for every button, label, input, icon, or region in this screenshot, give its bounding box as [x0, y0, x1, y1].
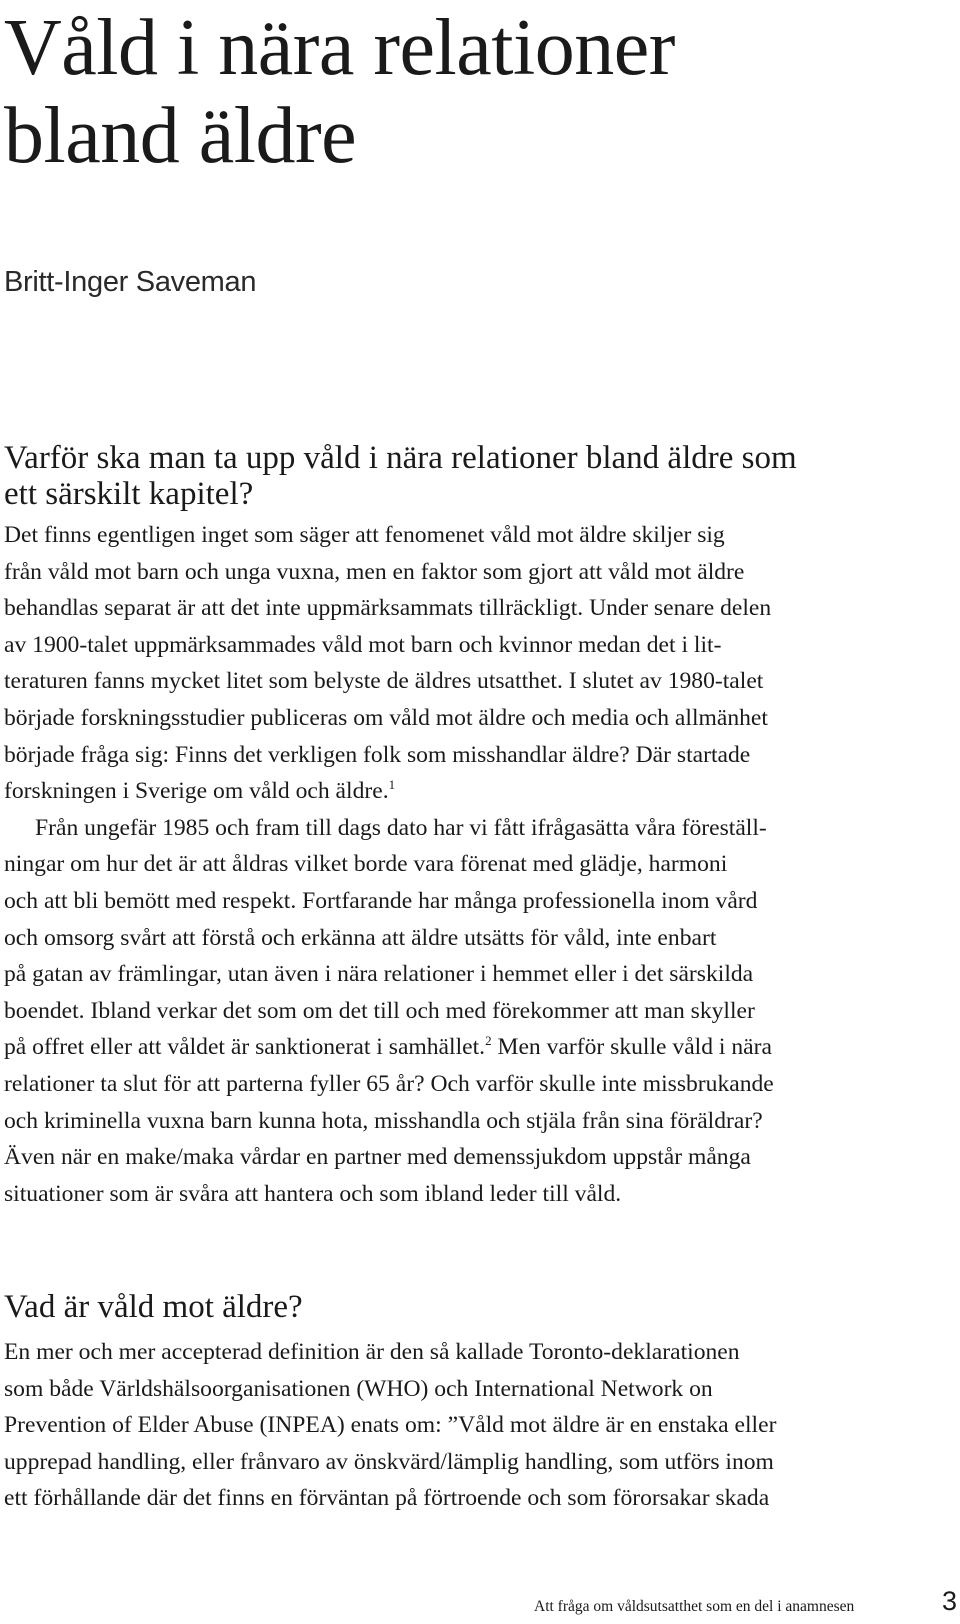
- body-line: började fråga sig: Finns det verkligen folk som misshandlar äldre? Där startade: [4, 741, 751, 768]
- body-line: Det finns egentligen inget som säger att fenomenet våld mot äldre skiljer sig: [4, 522, 725, 548]
- body-line: teraturen fanns mycket litet som belyste de äldres utsatthet. I slutet av 1980-talet: [4, 668, 764, 695]
- body-line: och omsorg svårt att förstå och erkänna att äldre utsätts för våld, inte enbart: [4, 924, 717, 951]
- page-number: 3: [942, 1586, 958, 1616]
- section-heading-why: [4, 440, 934, 512]
- section-heading-line-2: ett särskilt kapitel?: [4, 476, 254, 512]
- body-line: behandlas separat är att det inte uppmärksammats tillräckligt. Under senare delen: [4, 595, 772, 622]
- title-line-2: bland äldre: [4, 92, 357, 180]
- running-footer: Att fråga om våldsutsatthet som en del i anamnesen: [534, 1598, 855, 1615]
- page-title: [4, 4, 675, 180]
- body-line-indented: Från ungefär 1985 och fram till dags dato har vi fått ifrågasätta våra föreställ-: [35, 814, 767, 841]
- section-body-why: [4, 517, 956, 1212]
- body-line: relationer ta slut för att parterna fyller 65 år? Och varför skulle inte missbrukande: [4, 1070, 774, 1097]
- body-line: och kriminella vuxna barn kunna hota, misshandla och stjäla från sina föräldrar?: [4, 1107, 763, 1134]
- body-line: boendet. Ibland verkar det som om det till och med förekommer att man skyller: [4, 997, 755, 1024]
- footnote-marker: 2: [485, 1033, 492, 1049]
- body-line-text: på offret eller att våldet är sanktionerat i samhället.: [4, 1034, 486, 1061]
- body-line: Även när en make/maka vårdar en partner med demenssjukdom uppstår många: [4, 1144, 751, 1171]
- title-line-1: Våld i nära relationer: [4, 4, 675, 92]
- footnote-marker: 1: [388, 777, 396, 793]
- body-line: och att bli bemött med respekt. Fortfarande har många professionella inom vård: [4, 887, 758, 914]
- author-name: Britt-Inger Saveman: [4, 266, 257, 298]
- body-line: ett förhållande där det finns en förväntan på förtroende och som förorsakar skada: [4, 1485, 770, 1512]
- body-line: En mer och mer accepterad definition är den så kallade Toronto-deklarationen: [4, 1339, 740, 1365]
- body-line: som både Världshälsoorganisationen (WHO) och International Network on: [4, 1375, 713, 1402]
- body-line: från våld mot barn och unga vuxna, men en faktor som gjort att våld mot äldre: [4, 558, 745, 585]
- body-line: Prevention of Elder Abuse (INPEA) enats om: ”Våld mot äldre är en enstaka eller: [4, 1412, 777, 1439]
- body-line: [4, 773, 956, 810]
- body-line: upprepad handling, eller frånvaro av önskvärd/lämplig handling, som utförs inom: [4, 1448, 774, 1475]
- body-line: [4, 1029, 956, 1066]
- body-line: av 1900-talet uppmärksammades våld mot barn och kvinnor medan det i lit-: [4, 631, 722, 658]
- body-line: började forskningsstudier publiceras om våld mot äldre och media och allmänhet: [4, 704, 768, 731]
- body-line-text: forskningen i Sverige om våld och äldre.: [4, 778, 389, 805]
- body-line: på gatan av främlingar, utan även i nära relationer i hemmet eller i det särskilda: [4, 961, 754, 988]
- body-line-text: Men varför skulle våld i nära: [491, 1034, 772, 1061]
- section-heading-what: Vad är våld mot äldre?: [4, 1289, 303, 1325]
- body-line: ningar om hur det är att åldras vilket borde vara förenat med glädje, harmoni: [4, 851, 728, 878]
- document-page: [4, 0, 958, 1624]
- section-heading-line-1: Varför ska man ta upp våld i nära relationer bland äldre som: [4, 440, 797, 476]
- section-body-what: [4, 1334, 956, 1517]
- body-line: situationer som är svåra att hantera och som ibland leder till våld.: [4, 1180, 622, 1207]
